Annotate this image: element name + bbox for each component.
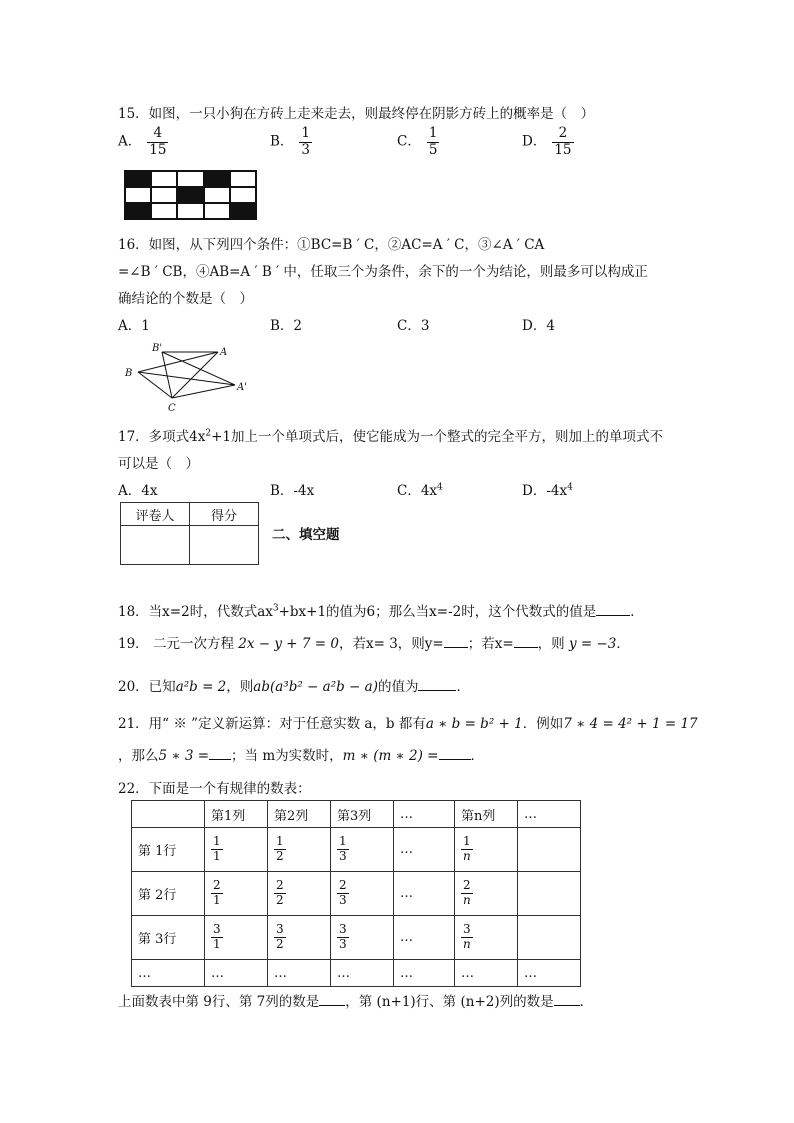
score-box-grader-label: 评卷人 [121,503,190,526]
table-cell: $\frac{2}{2}$ [268,872,331,916]
q15-option-a[interactable]: A． $\frac{4}{15}$ [118,125,167,158]
label-a: A [220,347,228,358]
q21-line-1: 21．用“ ※ ”定义新运算：对于任意实数 a，b 都有a ∗ b = b² + 1．例如7 ∗ 4 = 4² + 1 = 17 [118,716,698,732]
shaded-tile [230,203,256,219]
q15-option-b[interactable]: B． $\frac{1}{3}$ [270,125,311,158]
q16-option-c[interactable]: C．3 [397,318,430,334]
q16-line-3: 确结论的个数是（ ） [118,291,253,307]
fraction: $\frac{4}{15}$ [149,125,167,158]
table-header-cell: … [394,801,455,828]
table-header-cell: 第2列 [268,801,331,828]
q19-line: 19． 二元一次方程 2x − y + 7 = 0，若x= 3，则y= ；若x= ，则 y = −3． [118,636,630,652]
answer-blank[interactable] [209,747,231,760]
table-cell: … [331,960,394,987]
shaded-tile [177,187,203,203]
table-header-cell: 第3列 [331,801,394,828]
table-cell: $\frac{1}{3}$ [331,828,394,872]
table-cell: … [394,916,455,960]
table-header-cell [132,801,205,828]
label-c: C [168,403,176,414]
q21-line-2: ，那么5 ∗ 3 = ；当 m为实数时，m ∗ (m ∗ 2) = ． [118,748,484,764]
table-cell: … [205,960,268,987]
table-cell: $\frac{1}{2}$ [268,828,331,872]
table-cell: $\frac{3}{1}$ [205,916,268,960]
table-cell: … [394,960,455,987]
fraction: $\frac{1}{3}$ [301,125,311,158]
tile [177,203,203,219]
label-a-prime: A' [237,382,247,393]
q22-stem: 22．下面是一个有规律的数表： [118,781,311,797]
shaded-tile [125,171,151,187]
row-label: 第 2行 [132,872,205,916]
answer-blank[interactable] [418,678,456,691]
tile-grid-figure [124,170,257,220]
answer-blank[interactable] [439,747,471,760]
score-box-grader-cell[interactable] [121,526,190,565]
fraction: $\frac{1}{5}$ [428,125,438,158]
tile [230,171,256,187]
tile [230,187,256,203]
q17-line-1: 17．多项式$4x^2+1$加上一个单项式后，使它能成为一个整式的完全平方，则加上的单项式不 [118,428,664,445]
answer-blank[interactable] [596,603,630,616]
q18-line: 18．当x=2时，代数式$ax^3+bx+1$的值为6；那么当x=-2时，这个代数式的值是 ． [118,603,644,620]
score-box-score-cell[interactable] [190,526,259,565]
tile [125,187,151,203]
table-cell: $\frac{1}{n}$ [455,828,518,872]
number-table [131,800,581,987]
fraction: $\frac{2}{15}$ [554,125,572,158]
q16-line-2: =∠B ′ CB，④AB=A ′ B ′ 中，任取三个为条件，余下的一个为结论，则最多可以构成正 [118,264,648,280]
table-row [132,828,581,872]
table-cell: $\frac{3}{n}$ [455,916,518,960]
score-box [120,502,259,565]
table-cell: $\frac{2}{3}$ [331,872,394,916]
q16-option-a[interactable]: A．1 [118,318,150,334]
q16-line-1: 16．如图，从下列四个条件：①BC=B ′ C，②AC=A ′ C，③∠A ′ CA [118,237,545,253]
q17-option-d[interactable]: D．$-4x^4$ [522,482,573,499]
table-cell: … [394,828,455,872]
segment-ba [138,352,218,372]
table-row [132,960,581,987]
tile [151,187,177,203]
table-cell: … [132,960,205,987]
shaded-tile [204,171,230,187]
table-cell: $\frac{3}{3}$ [331,916,394,960]
answer-blank[interactable] [554,993,580,1006]
row-label: 第 3行 [132,916,205,960]
shaded-tile [125,203,151,219]
table-cell [518,916,581,960]
q20-line: 20．已知a²b = 2，则ab(a³b² − a²b − a)的值为 ． [118,679,470,695]
score-box-score-label: 得分 [190,503,259,526]
tile [151,171,177,187]
table-cell [518,828,581,872]
table-cell: … [394,872,455,916]
table-cell: … [268,960,331,987]
label-b: B [125,368,133,379]
table-row [132,872,581,916]
tile [177,171,203,187]
table-header-cell: … [518,801,581,828]
table-cell [518,872,581,916]
segment-ca-prime [172,385,235,398]
table-cell: $\frac{1}{1}$ [205,828,268,872]
q15-option-d[interactable]: D． $\frac{2}{15}$ [522,125,572,158]
q17-option-c[interactable]: C．$4x^4$ [397,482,443,499]
answer-blank[interactable] [444,635,468,648]
table-cell: $\frac{2}{1}$ [205,872,268,916]
table-cell: $\frac{3}{2}$ [268,916,331,960]
answer-blank[interactable] [514,635,538,648]
label-b-prime: B' [152,343,163,354]
tile [204,187,230,203]
q16-option-d[interactable]: D．4 [522,318,555,334]
table-cell: … [455,960,518,987]
table-row [132,916,581,960]
triangle-figure [120,338,260,416]
q17-line-2: 可以是（ ） [118,456,199,472]
q15-stem: 15．如图，一只小狗在方砖上走来走去，则最终停在阴影方砖上的概率是（ ） [118,106,595,122]
q15-option-c[interactable]: C． $\frac{1}{5}$ [397,125,438,158]
answer-blank[interactable] [319,993,345,1006]
table-cell: $\frac{2}{n}$ [455,872,518,916]
q17-option-b[interactable]: B．-4x [270,483,315,499]
table-header-cell: 第n列 [455,801,518,828]
segment-ca [172,352,218,398]
section-title: 二、填空题 [272,527,340,543]
tile [204,203,230,219]
q22-tail: 上面数表中第 9行、第 7列的数是 ，第 (n+1)行、第 (n+2)列的数是 ． [118,994,594,1010]
q17-option-a[interactable]: A．4x [118,483,158,499]
table-cell: … [518,960,581,987]
table-header-cell: 第1列 [205,801,268,828]
tile [151,203,177,219]
q16-option-b[interactable]: B．2 [270,318,303,334]
row-label: 第 1行 [132,828,205,872]
